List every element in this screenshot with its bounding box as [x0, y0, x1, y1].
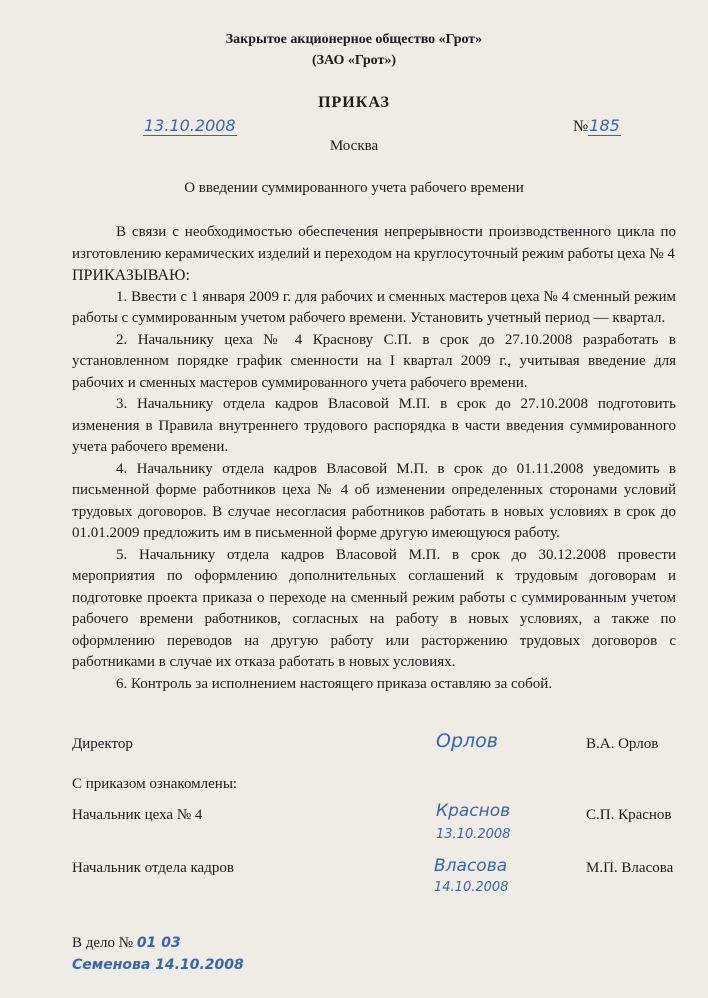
archive-label: В дело №	[72, 935, 134, 951]
order-date-value: 13.10.2008	[144, 116, 236, 135]
order-item-4: 4. Начальнику отдела кадров Власовой М.П. в срок до 01.11.2008 уведомить в письменной форме работников цеха № 4 об изменении определенных сторонами условий трудовых договоров. В случае несогласия работников работать в новых условиях в срок до 01.01.2009 предложить им в письменной форме другую имеющуюся работу.	[72, 460, 676, 541]
org-short-name: (ЗАО «Грот»)	[311, 53, 397, 68]
archive-file-line	[72, 935, 181, 952]
city: Москва	[329, 138, 379, 154]
order-number-prefix: №	[573, 118, 589, 135]
order-item-6: 6. Контроль за исполнением настоящего приказа оставляю за собой.	[116, 675, 553, 692]
director-name: В.А. Орлов	[586, 736, 659, 752]
order-body	[72, 222, 676, 695]
acquainted-title: Начальник цеха № 4	[72, 807, 203, 823]
order-item-1: 1. Ввести с 1 января 2009 г. для рабочих и сменных мастеров цеха № 4 сменный режим работы с суммированным учетом рабочего времени. Установить учетный период — квартал.	[72, 288, 676, 326]
director-signature: Орлов	[436, 730, 498, 752]
order-item-2: 2. Начальнику цеха № 4 Краснову С.П. в срок до 27.10.2008 разработать в установленном порядке график сменности на I квартал 2009 г., учитывая введение для рабочих и сменных мастеров суммированного учета рабочего времени.	[72, 331, 676, 391]
document-type: ПРИКАЗ	[318, 94, 390, 111]
acquainted-title: Начальник отдела кадров	[72, 860, 234, 876]
acquainted-name: М.П. Власова	[586, 860, 674, 876]
director-title: Директор	[72, 736, 133, 752]
archive-note: Семенова 14.10.2008	[72, 957, 244, 973]
org-full-name: Закрытое акционерное общество «Грот»	[225, 32, 483, 47]
archive-number: 01 03	[136, 935, 181, 951]
document-title: О введении суммированного учета рабочего времени	[184, 180, 524, 196]
acquainted-name: С.П. Краснов	[586, 807, 672, 823]
acquainted-date: 13.10.2008	[436, 827, 511, 842]
order-number	[573, 116, 621, 136]
order-word: ПРИКАЗЫВАЮ:	[72, 267, 190, 284]
order-date	[143, 116, 237, 135]
acquainted-date: 14.10.2008	[434, 880, 509, 895]
acquainted-signature: Власова	[434, 856, 508, 876]
order-item-3: 3. Начальнику отдела кадров Власовой М.П. в срок до 27.10.2008 подготовить изменения в Правила внутреннего трудового распорядка в части введения суммированного учета рабочего времени.	[72, 396, 676, 455]
preamble: В связи с необходимостью обеспечения непрерывности производственного цикла по изготовлению керамических изделий и переходом на круглосуточный режим работы цеха № 4	[72, 224, 676, 262]
acquainted-label: С приказом ознакомлены:	[72, 776, 238, 792]
order-number-value: 185	[589, 116, 620, 135]
acquainted-signature: Краснов	[436, 801, 511, 821]
order-item-5: 5. Начальнику отдела кадров Власовой М.П. в срок до 30.12.2008 провести мероприятия по оформлению дополнительных соглашений к трудовым договорам и подготовке проекта приказа о переходе на сменный режим работы с суммированным учетом рабочего времени работников, согласных на работу в новых условиях, а также по оформлению переводов на другую работу или расторжению трудовых договоров с работниками в случае их отказа работать в новых условиях.	[72, 546, 676, 670]
